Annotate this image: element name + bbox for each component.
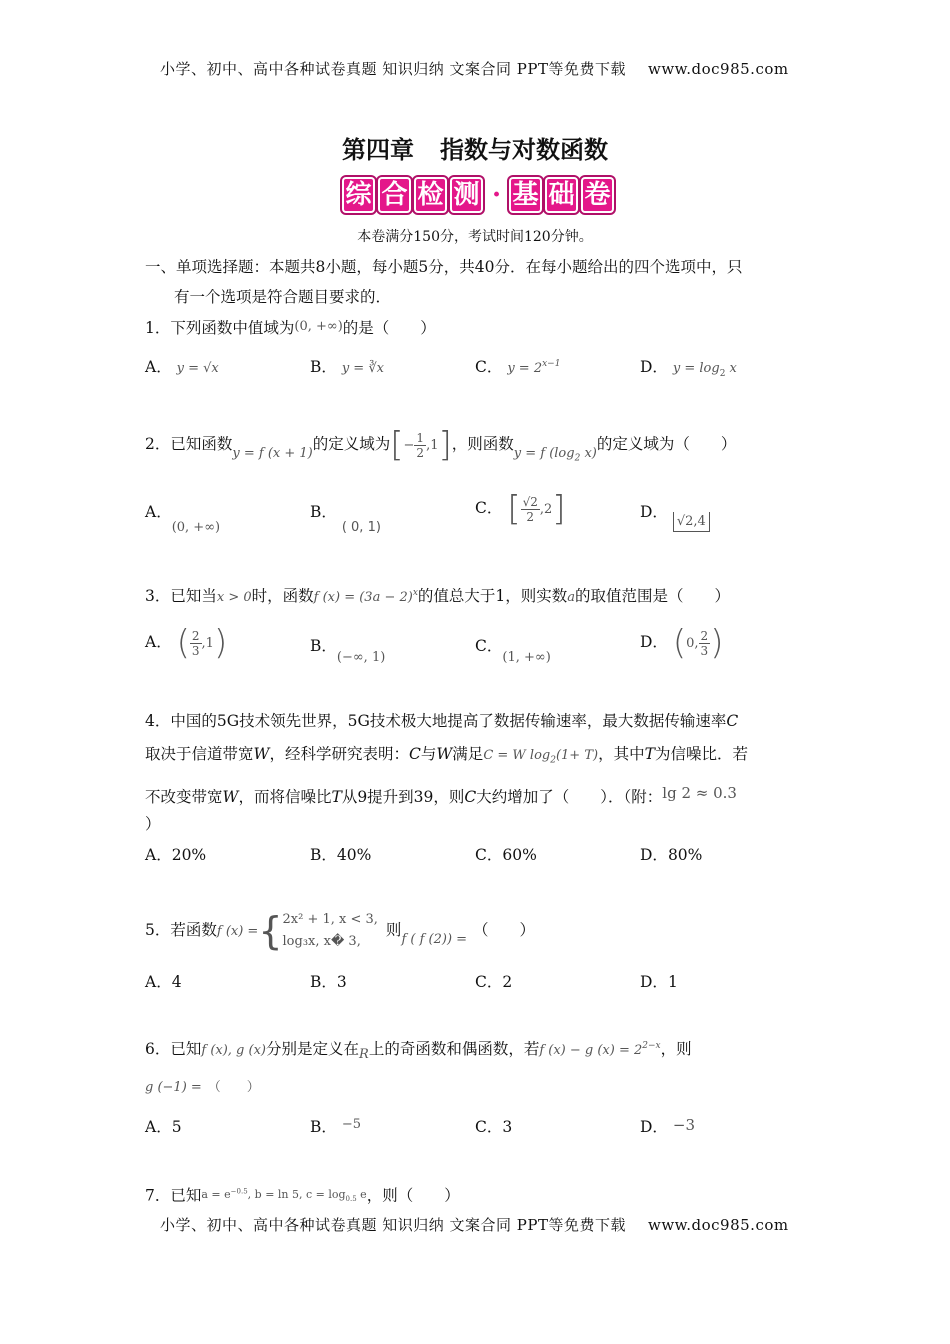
q2-option-a[interactable]: A．$_{(0, +\infty)}$ xyxy=(145,503,221,535)
footer-url[interactable]: www.doc985.com xyxy=(648,1216,789,1234)
question-4-line2: 取决于信道带宽W，经科学研究表明：C与W满足C = W $\log_2(1+ T)$，其中T为信噪比．若 xyxy=(145,745,748,766)
q5-option-a[interactable]: A．4 xyxy=(145,973,182,991)
q6-option-a[interactable]: A．5 xyxy=(145,1118,182,1136)
q4-option-d[interactable]: D．80% xyxy=(640,846,703,864)
q5-option-c[interactable]: C．2 xyxy=(475,973,513,991)
q6-option-c[interactable]: C．3 xyxy=(475,1118,513,1136)
section-heading-line2: 有一个选项是符合题目要求的． xyxy=(174,288,392,306)
q4-option-b[interactable]: B．40% xyxy=(310,846,372,864)
exam-info: 本卷满分150分，考试时间120分钟。 xyxy=(357,229,593,245)
q2-option-c[interactable]: C． [ $\frac{√2}{2}$ ,2] xyxy=(475,489,566,529)
question-1: 1．下列函数中值域为(0, +∞)的是（ ） xyxy=(145,319,436,337)
chapter-label: 第四章 xyxy=(342,136,414,164)
page-header xyxy=(160,58,789,79)
question-3: 3．已知当x > 0时，函数f $(x) = (3a - 2)^x$的值总大于1，则实数a的取值范围是（ ） xyxy=(145,587,731,606)
q5-option-b[interactable]: B．3 xyxy=(310,973,347,991)
question-6-line2: g (−1) = （ ） xyxy=(145,1080,260,1095)
badge-dot: · xyxy=(492,180,502,210)
header-text: 小学、初中、高中各种试卷真题 知识归纳 文案合同 PPT等免费下载 xyxy=(160,60,626,78)
chapter-name: 指数与对数函数 xyxy=(440,136,608,164)
page-footer xyxy=(160,1214,789,1235)
q3-option-b[interactable]: B．$_{(-\infty, 1)}$ xyxy=(310,637,386,665)
q1-option-c[interactable]: C． $y = 2^{x-1}$ xyxy=(475,358,561,376)
footer-text: 小学、初中、高中各种试卷真题 知识归纳 文案合同 PPT等免费下载 xyxy=(160,1216,626,1234)
badge-char: 测 xyxy=(450,177,483,213)
test-type-badge xyxy=(342,176,617,214)
badge-char: 卷 xyxy=(581,177,614,213)
question-6-line1: 6．已知f (x), g (x)分别是定义在$_R$上的奇函数和偶函数，若f (x) − g $(x) = 2^{2-x}$，则 xyxy=(145,1040,692,1063)
q4-option-c[interactable]: C．60% xyxy=(475,846,537,864)
badge-char: 合 xyxy=(378,177,411,213)
badge-char: 础 xyxy=(545,177,578,213)
question-4-line1: 4．中国的5G技术领先世界，5G技术极大地提高了数据传输速率，最大数据传输速率C xyxy=(145,712,739,730)
question-4-line4: ） xyxy=(145,815,161,833)
q6-option-b[interactable]: B． $^{-5}$ xyxy=(310,1117,361,1136)
badge-char: 基 xyxy=(509,177,542,213)
q1-option-b[interactable]: B． y = ∛x xyxy=(310,358,384,376)
badge-char: 检 xyxy=(414,177,447,213)
header-url[interactable]: www.doc985.com xyxy=(648,60,789,78)
q2-option-d[interactable]: D． $_{√2,4}$ xyxy=(640,500,710,522)
q6-option-d[interactable]: D． −3 xyxy=(640,1116,695,1136)
q1-option-a[interactable]: A． y = √x xyxy=(145,358,219,376)
page-title xyxy=(0,130,950,165)
q3-option-a[interactable]: A． ( $\frac{2}{3}$ ,1) xyxy=(145,623,228,663)
q1-option-d[interactable]: D． $y = \log_2 x$ xyxy=(640,358,737,380)
question-4-line3: 不改变带宽W，而将信噪比T从9提升到39，则C大约增加了（ ）．（附：lg 2 ≈ 0.3 xyxy=(145,784,737,806)
q2-option-b[interactable]: B． $_{( 0, 1)}$ xyxy=(310,503,381,535)
badge-char: 综 xyxy=(342,177,375,213)
question-7: 7．已知$a = e^{-0.5}$, b = ln 5, $c = \log_{0.5} e$，则（ ） xyxy=(145,1186,460,1205)
q5-option-d[interactable]: D．1 xyxy=(640,973,678,991)
question-5: 5．若函数f (x) ={ 2x² + 1, x < 3, log₃x, x� 3, 则$_{f ( f (2)) =}$（ ） xyxy=(145,909,536,953)
question-2: 2．已知函数$_{y = f (x + 1)}$的定义域为[− $\frac{1}{2}$ ,1]，则函数$_{y = f (log_2 x)}$的定义域为（ ） xyxy=(145,425,737,465)
q3-option-d[interactable]: D． (0, $\frac{2}{3}$ ) xyxy=(640,623,724,663)
q4-option-a[interactable]: A．20% xyxy=(145,846,207,864)
q3-option-c[interactable]: C．$_{(1, +\infty)}$ xyxy=(475,637,551,665)
section-heading-line1: 一、单项选择题：本题共8小题，每小题5分，共40分．在每小题给出的四个选项中，只 xyxy=(145,258,743,276)
